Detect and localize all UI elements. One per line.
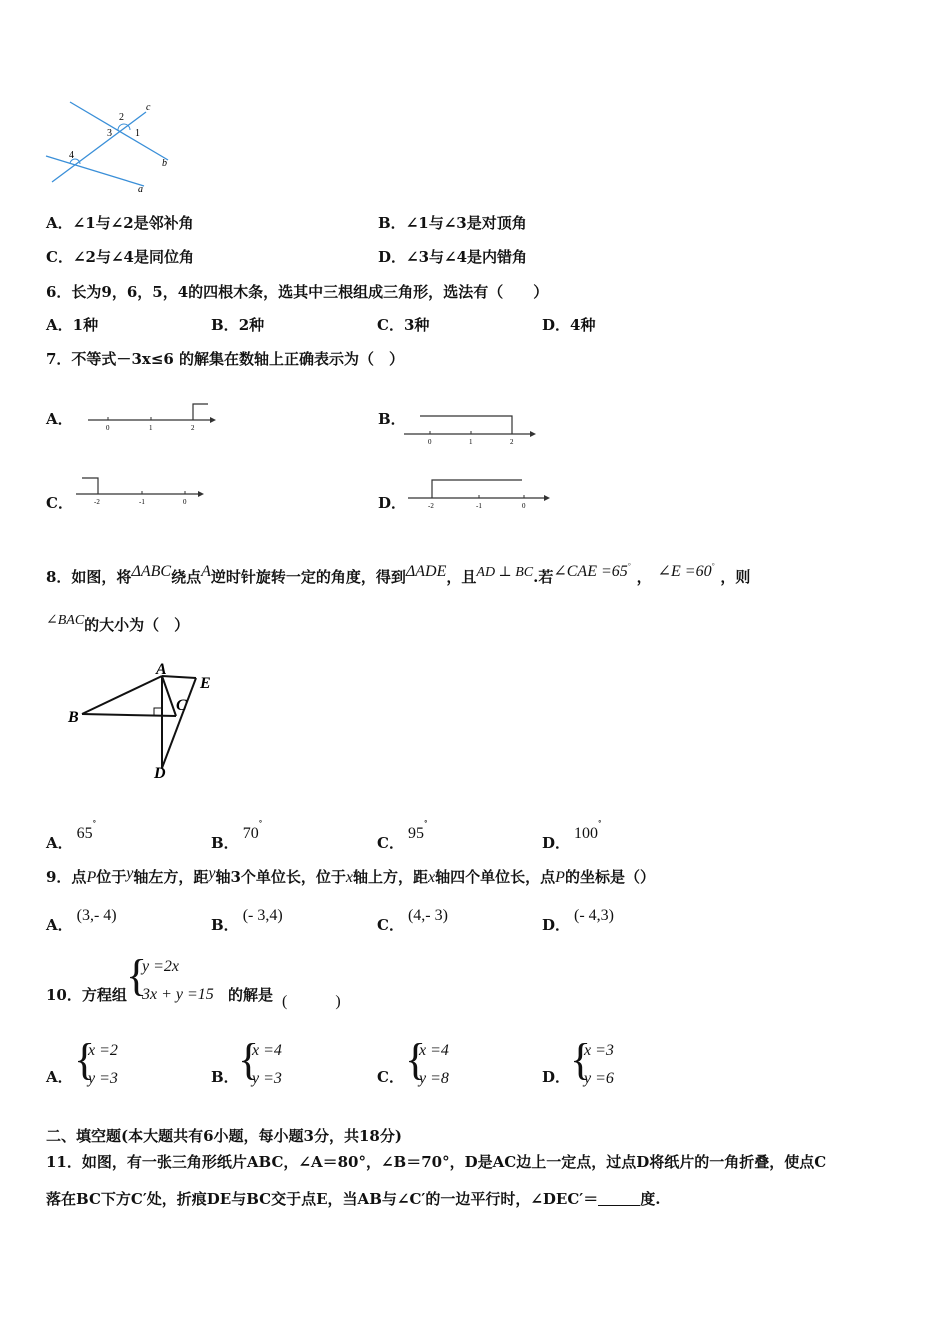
line-c-label: c	[146, 102, 151, 113]
vertex-e-label: E	[200, 675, 211, 692]
line-b-label: b	[162, 158, 167, 169]
option-letter: B．	[211, 916, 239, 934]
option-value: 70	[242, 825, 259, 842]
option-text: 4种	[570, 316, 596, 334]
q10-equation-1: y =2x	[142, 958, 179, 975]
q9-text: 9．点	[46, 868, 87, 886]
angle-4-label: 4	[69, 150, 74, 161]
q7-number-line-d[interactable]	[404, 474, 560, 514]
q9-stem	[46, 856, 655, 896]
q6-option-a[interactable]	[46, 314, 98, 335]
vertex-b-label: B	[68, 709, 79, 726]
q9-text: 轴左方，距	[133, 868, 209, 886]
q9-math-p: P	[555, 869, 565, 886]
option-value: 95	[407, 825, 424, 842]
q8-math-angle-e	[658, 563, 715, 580]
option-brace: {	[405, 1035, 427, 1084]
q9-math-x: x	[345, 869, 354, 886]
option-letter: B．	[211, 316, 239, 334]
q5-option-d[interactable]	[378, 246, 527, 267]
tick-label: -1	[139, 498, 145, 506]
q9-text: 轴3个单位长，位于	[215, 868, 346, 886]
tick-label: 2	[510, 438, 514, 446]
q8-text: ，且	[446, 568, 477, 586]
section-2-title: 二、填空题(本大题共有6小题，每小题3分，共18分)	[46, 1127, 402, 1145]
q6-stem: 6．长为9，6，5，4的四根木条，选其中三根组成三角形，选法有（ ）	[46, 283, 549, 301]
option-text: 3种	[403, 316, 430, 334]
option-value: 100	[574, 825, 599, 842]
option-letter: D．	[378, 248, 407, 266]
option-letter: A．	[46, 316, 73, 334]
q7-option-b-letter[interactable]: B．	[378, 410, 406, 428]
q8-option-d[interactable]	[542, 806, 602, 861]
q8-math-triangle-abc: ΔABC	[131, 563, 172, 580]
option-text: ∠3与∠4是内错角	[406, 248, 528, 266]
degree-mark: °	[627, 562, 631, 570]
degree-mark: °	[258, 819, 263, 828]
q5-option-c[interactable]	[46, 246, 194, 267]
tick-label: 2	[191, 424, 195, 432]
q8-text: 8．如图，将	[46, 568, 132, 586]
q7-option-c-letter[interactable]: C．	[46, 494, 73, 512]
degree-mark: °	[711, 562, 715, 570]
angle-2-label: 2	[119, 112, 124, 123]
tick-label: 1	[469, 438, 473, 446]
q8-angle-e-text: ∠E =60	[657, 563, 712, 580]
option-value: 65	[76, 825, 93, 842]
q6-option-b[interactable]	[211, 314, 264, 335]
option-value: (3,- 4)	[76, 907, 117, 924]
q8-text: 逆时针旋转一定的角度，得到	[210, 568, 406, 586]
q7-number-line-a[interactable]	[84, 398, 224, 434]
q11-line2	[46, 1188, 660, 1209]
q9-option-b[interactable]	[211, 898, 283, 943]
q10-answer-paren: ( )	[282, 993, 341, 1010]
degree-mark: °	[423, 819, 428, 828]
option-letter: C．	[377, 916, 404, 934]
q6-option-d[interactable]	[542, 314, 595, 335]
q8-option-a[interactable]	[46, 806, 96, 861]
option-letter: A．	[46, 834, 73, 852]
q5-figure	[40, 98, 180, 196]
q5-option-a[interactable]	[46, 212, 194, 233]
q10-option-b-line1: x =4	[252, 1042, 282, 1059]
option-text: ∠1与∠2是邻补角	[72, 214, 194, 232]
option-letter: D．	[542, 834, 571, 852]
degree-mark: °	[92, 819, 97, 828]
q8-option-c[interactable]	[377, 806, 427, 861]
q10-system-brace: {	[126, 951, 148, 1000]
q9-option-a[interactable]	[46, 898, 117, 943]
q11-line1: 11．如图，有一张三角形纸片ABC，∠A＝80°，∠B＝70°，D是AC边上一定点，过点D将纸片的一角折叠，使点C	[46, 1153, 827, 1171]
q11-answer-blank[interactable]	[598, 1191, 640, 1206]
q9-option-c[interactable]	[377, 898, 448, 943]
q8-stem-line1	[46, 554, 750, 595]
vertex-c-label: C	[176, 697, 187, 714]
q6-option-c[interactable]	[377, 314, 429, 335]
option-letter: A．	[46, 214, 73, 232]
q9-text: 的坐标是（）	[564, 868, 655, 886]
option-letter: D．	[542, 316, 571, 334]
q11-text: 度.	[640, 1190, 661, 1208]
option-letter: C．	[377, 834, 404, 852]
vertex-d-label: D	[154, 765, 166, 782]
q8-math-point-a: A	[201, 563, 211, 580]
q10-option-d-line2: y =6	[584, 1070, 614, 1087]
option-letter: B．	[378, 214, 406, 232]
q10-option-c-line1: x =4	[419, 1042, 449, 1059]
vertex-a-label: A	[156, 661, 167, 678]
option-letter: C．	[46, 248, 73, 266]
option-brace: {	[238, 1035, 260, 1084]
tick-label: 0	[106, 424, 110, 432]
q9-text: 位于	[96, 868, 127, 886]
q7-option-d-letter[interactable]: D．	[378, 494, 407, 512]
q10-option-c-line2: y =8	[419, 1070, 449, 1087]
q8-text: ，则	[720, 568, 751, 586]
q9-math-x: x	[428, 869, 436, 886]
q8-text: 绕点	[171, 568, 202, 586]
q8-math-triangle-ade: ΔADE	[405, 563, 447, 580]
tick-label: 0	[428, 438, 432, 446]
option-letter: C．	[377, 316, 404, 334]
q11-text: 落在BC下方C′处，折痕DE与BC交于点E，当AB与∠C′的一边平行时，∠DEC′＝	[46, 1190, 599, 1208]
q8-angle-cae-text: ∠CAE =65	[553, 563, 628, 580]
option-value: (- 3,4)	[242, 907, 283, 924]
q8-text: 的大小为（ ）	[84, 616, 190, 634]
q5-option-b[interactable]	[378, 212, 527, 233]
q10-option-c-letter[interactable]: C．	[377, 1068, 404, 1086]
q9-math-y: y	[208, 865, 216, 882]
option-letter: D．	[542, 916, 571, 934]
q10-option-a-line2: y =3	[88, 1070, 118, 1087]
angle-3-label: 3	[107, 128, 112, 139]
tick-label: -1	[476, 502, 482, 510]
q7-number-line-c[interactable]	[72, 474, 218, 510]
q8-math-perpendicular: AD ⊥ BC	[476, 565, 534, 580]
q9-math-y: y	[126, 865, 134, 882]
angle-1-label: 1	[135, 128, 140, 139]
q8-math-angle-bac: ∠BAC	[46, 613, 85, 628]
option-brace: {	[74, 1035, 96, 1084]
option-value: (4,- 3)	[407, 907, 448, 924]
q7-number-line-b[interactable]	[400, 408, 546, 448]
q10-option-d-letter[interactable]: D．	[542, 1068, 571, 1086]
q7-stem: 7．不等式－3x≤6 的解集在数轴上正确表示为（ ）	[46, 350, 405, 368]
tick-label: 1	[149, 424, 153, 432]
q8-figure	[44, 660, 224, 782]
tick-label: -2	[428, 502, 434, 510]
q8-math-angle-cae	[553, 563, 630, 580]
q9-text: 轴上方，距	[353, 868, 429, 886]
q7-option-a-letter[interactable]: A．	[46, 410, 73, 428]
q10-equation-2: 3x + y =15	[142, 986, 214, 1003]
q8-text: .若	[533, 568, 554, 586]
q8-option-b[interactable]	[211, 806, 262, 861]
q10-option-d-line1: x =3	[584, 1042, 614, 1059]
option-text: 1种	[72, 316, 99, 334]
line-a-label: a	[138, 184, 143, 195]
q8-stem-line2	[46, 603, 189, 643]
option-brace: {	[570, 1035, 592, 1084]
tick-label: 0	[522, 502, 526, 510]
option-text: ∠1与∠3是对顶角	[405, 214, 527, 232]
q10-option-b-letter[interactable]: B．	[211, 1068, 239, 1086]
tick-label: 0	[183, 498, 187, 506]
option-value: (- 4,3)	[574, 907, 614, 924]
q10-option-a-letter[interactable]: A．	[46, 1068, 73, 1086]
option-letter: B．	[211, 834, 239, 852]
option-text: ∠2与∠4是同位角	[72, 248, 194, 266]
q10-suffix: 的解是	[228, 986, 274, 1004]
degree-mark: °	[598, 819, 602, 828]
q9-text: 轴四个单位长，点	[435, 868, 556, 886]
q8-text: ，	[636, 568, 652, 586]
q10-label: 10．方程组	[46, 986, 127, 1004]
tick-label: -2	[94, 498, 100, 506]
option-text: 2种	[238, 316, 265, 334]
option-letter: A．	[46, 916, 73, 934]
q10-option-a-line1: x =2	[88, 1042, 118, 1059]
q9-option-d[interactable]	[542, 898, 614, 943]
q10-option-b-line2: y =3	[252, 1070, 282, 1087]
q9-math-p: P	[86, 869, 97, 886]
